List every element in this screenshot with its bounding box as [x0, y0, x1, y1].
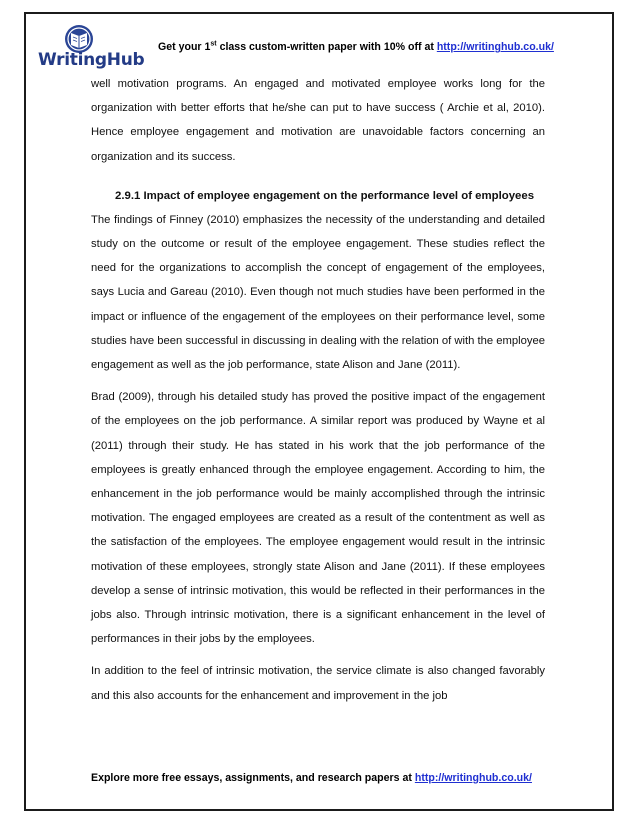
logo-text: WritingHub — [38, 50, 145, 70]
header-promo — [158, 41, 554, 53]
footer-text: Explore more free essays, assignments, and research papers at — [91, 772, 415, 784]
paragraph-2: Brad (2009), through his detailed study has proved the positive impact of the engagement of the employees on the job performance. A similar report was produced by Wayne et al (2011) through their study. He has stated in his work that the job performance of the employees is greatly enhanced through the employee engagement. According to him, the enhancement in the job performance would be mainly accomplished through the intrinsic motivation. The engaged employees are created as a result of the contentment as well as the satisfaction of the employees. The employee engagement would result in the intrinsic motivation of these employees, strongly state Alison and Jane (2011). If these employees develop a sense of intrinsic motivation, this would be reflected in their performances in the jobs also. Through intrinsic motivation, there is a significant enhancement in the level of performances in their jobs by the employees. — [91, 391, 545, 646]
document-body — [91, 72, 545, 708]
promo-middle: class custom-written paper with 10% off at — [216, 41, 437, 53]
promo-prefix: Get your 1 — [158, 41, 211, 53]
header-link[interactable]: http://writinghub.co.uk/ — [436, 41, 554, 53]
paragraph-1: The findings of Finney (2010) emphasizes the necessity of the understanding and detailed study on the outcome or result of the employee engagement. These studies reflect the need for the organizations to accomplish the concept of engagement of the employees, says Lucia and Gareau (2010). Even though not much studies have been performed in the impact or influence of the engagement of the employees on their performance level, some studies have been successful in discussing in dealing with the relation of with the employee engagement as well as the job performance, state Alison and Jane (2011). — [91, 213, 546, 372]
paragraph-intro: well motivation programs. An engaged and motivated employee works long for the organization with better efforts that he/she can put to have success ( Archie et al, 2010). Hence employee engagement and motivation are unavoidable factors concerning an organization and its success. — [91, 78, 545, 163]
promo-superscript: st — [210, 40, 217, 48]
paragraph-3: In addition to the feel of intrinsic motivation, the service climate is also changed favorably and this also accounts for the enhancement and improvement in the job — [91, 665, 545, 702]
footer — [91, 772, 532, 784]
footer-link[interactable]: http://writinghub.co.uk/ — [414, 772, 532, 784]
section-heading: 2.9.1 Impact of employee engagement on the performance level of employees — [115, 189, 535, 202]
